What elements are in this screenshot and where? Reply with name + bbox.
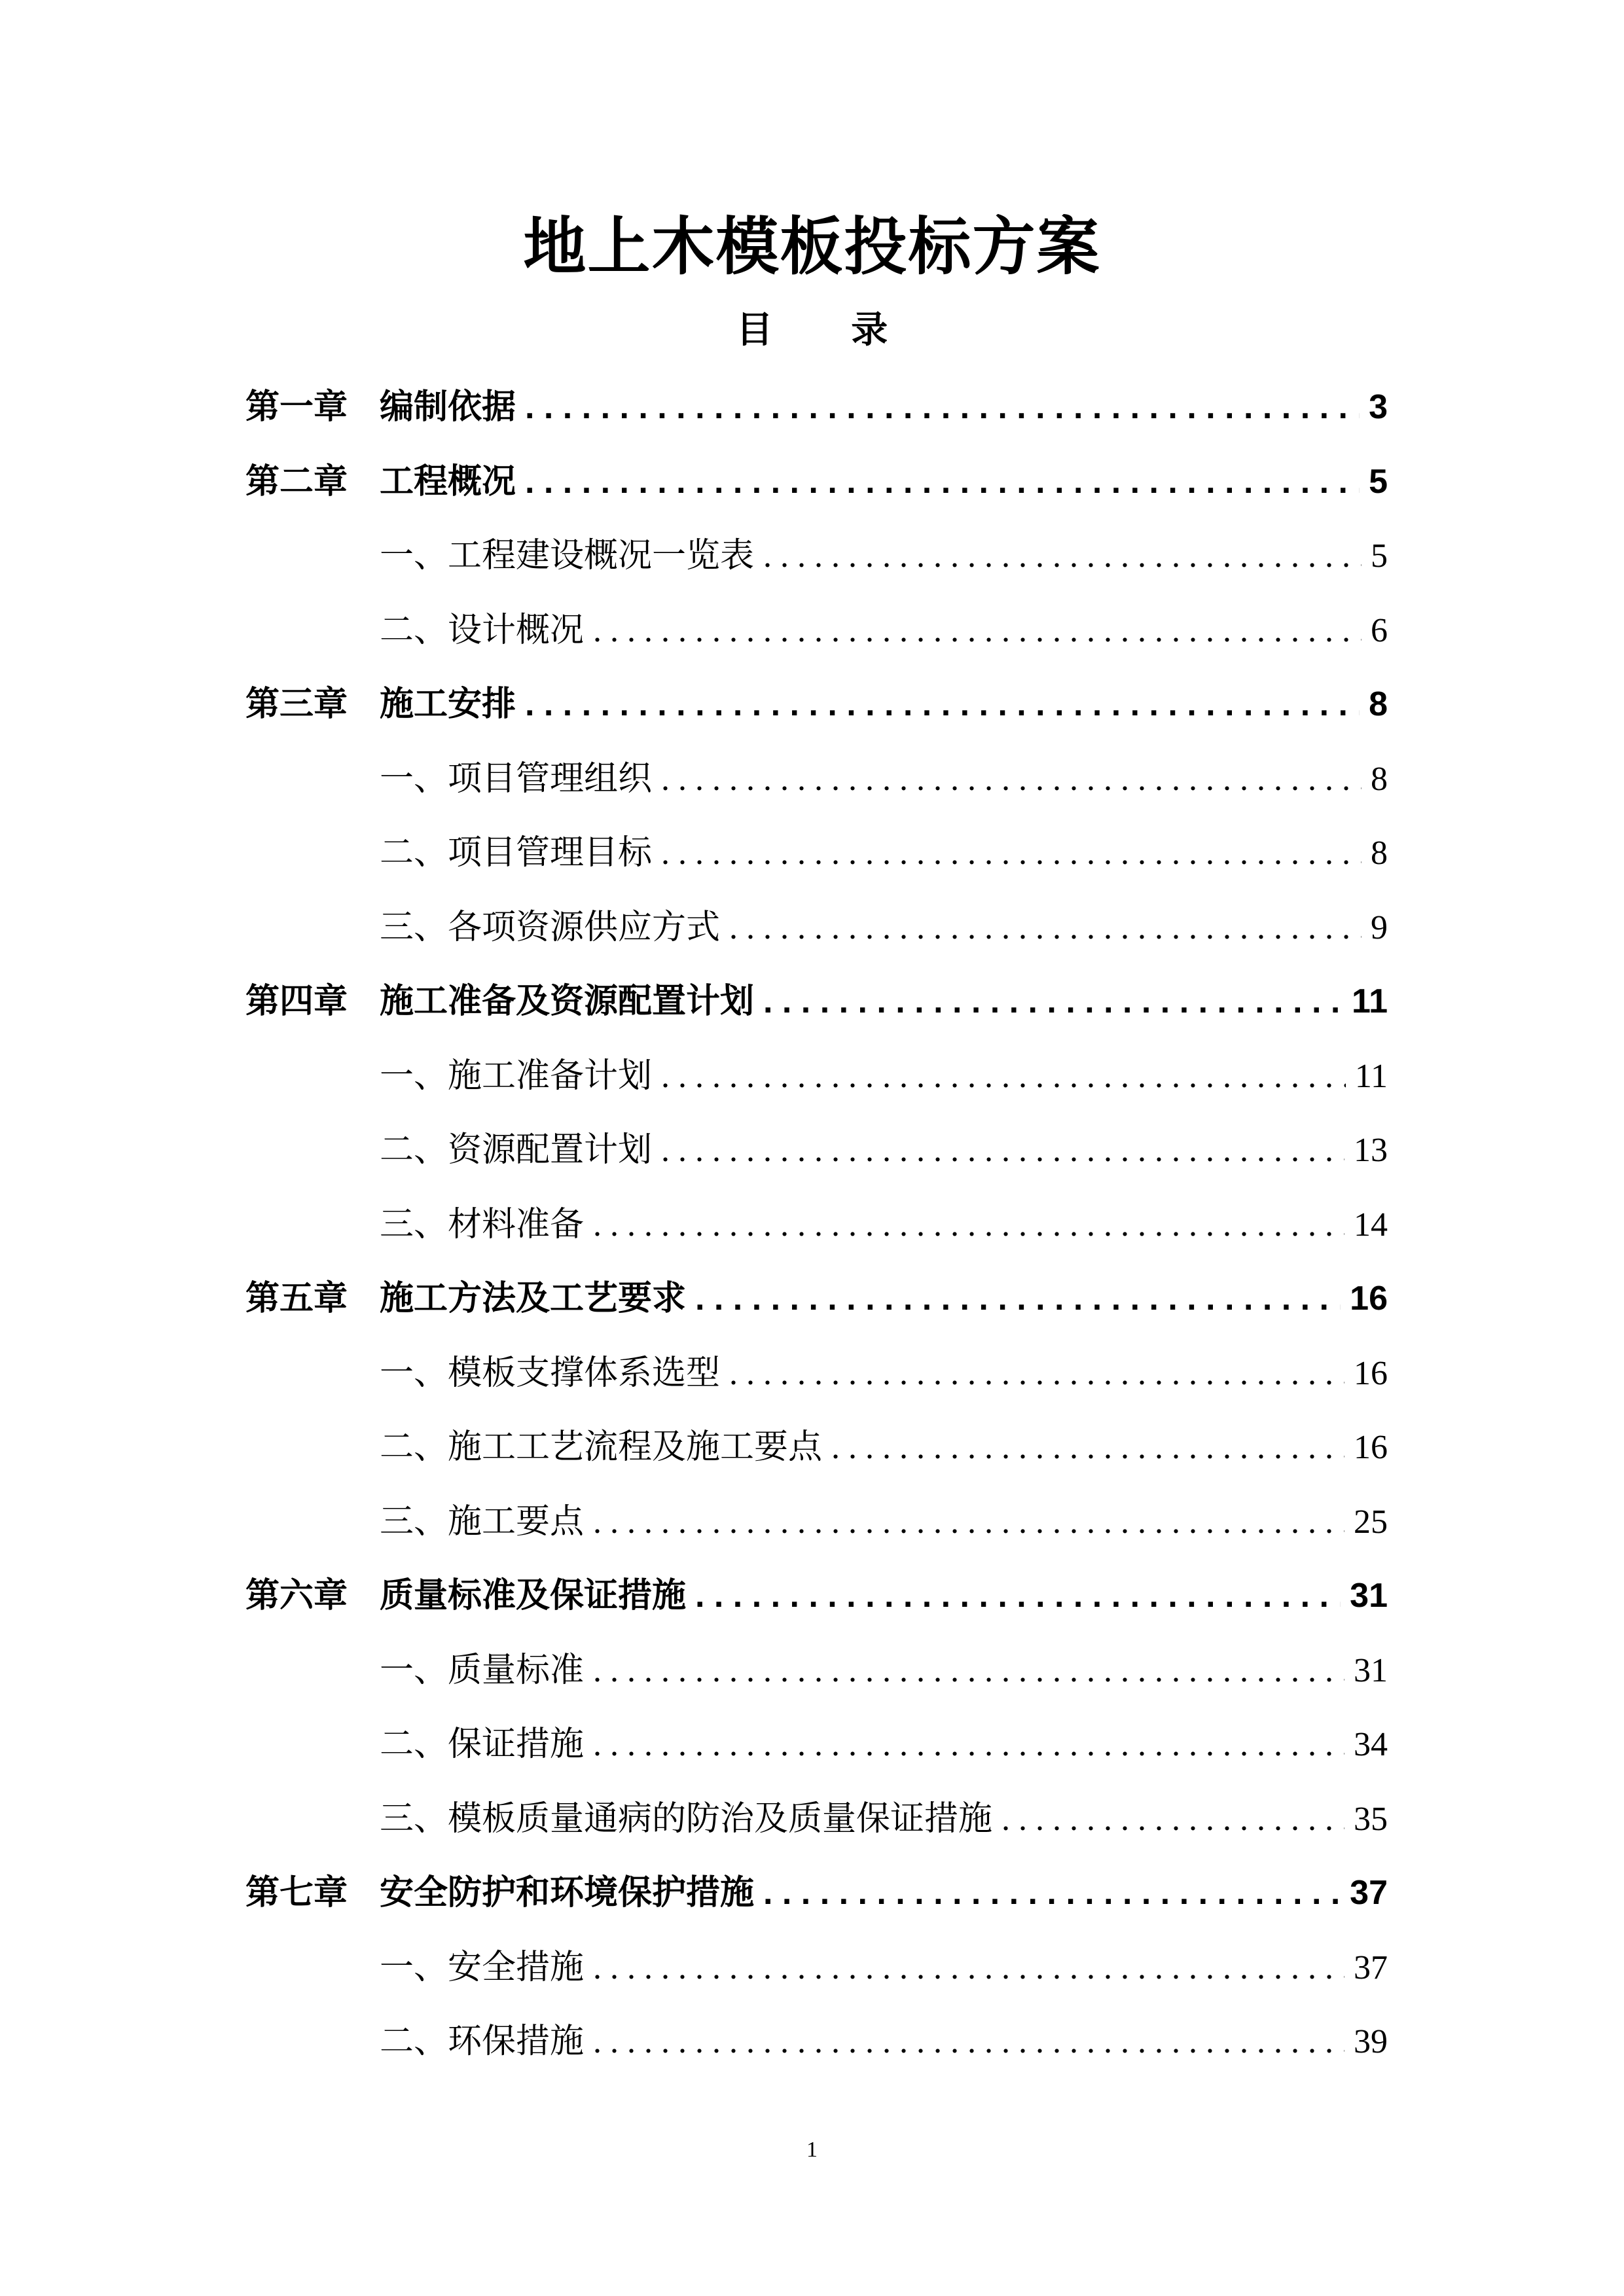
toc-chapter-number: 第二章 — [245, 461, 348, 501]
toc-entry-label: 施工方法及工艺要求 — [380, 1279, 687, 1318]
toc-entry-label: 一、项目管理组织 — [380, 759, 653, 798]
toc-entry-label: 三、施工要点 — [380, 1501, 585, 1541]
toc-dot-leader — [661, 1039, 1346, 1114]
toc-entry-label: 一、工程建设概况一览表 — [380, 536, 755, 575]
toc-page-number: 39 — [1354, 2023, 1388, 2060]
toc-section-entry — [245, 519, 1388, 594]
toc-chapter-number: 第七章 — [245, 1873, 348, 1912]
toc-section-entry — [245, 1634, 1388, 1708]
toc-dot-leader — [763, 519, 1362, 594]
toc-chapter-number: 第三章 — [245, 685, 348, 724]
toc-section-entry — [245, 1336, 1388, 1411]
toc-chapter-number: 第六章 — [245, 1576, 348, 1615]
toc-page-number: 6 — [1371, 611, 1388, 649]
toc-chapter-number: 第四章 — [245, 982, 348, 1021]
toc-entry-label: 二、保证措施 — [380, 1725, 585, 1764]
toc-page-number: 37 — [1354, 1948, 1388, 1986]
toc-section-entry — [245, 1188, 1388, 1263]
toc-chapter-entry — [245, 445, 1388, 520]
toc-dot-leader — [593, 1708, 1344, 1782]
toc-dot-leader — [593, 594, 1362, 668]
toc-dot-leader — [525, 668, 1360, 742]
toc-page-number: 11 — [1352, 982, 1388, 1020]
toc-section-entry — [245, 816, 1388, 891]
toc-page-number: 37 — [1350, 1874, 1388, 1912]
toc-entry-label: 质量标准及保证措施 — [380, 1576, 687, 1615]
page-number: 1 — [806, 2138, 818, 2162]
toc-dot-leader — [593, 1634, 1344, 1708]
toc-entry-label: 三、模板质量通病的防治及质量保证措施 — [380, 1799, 993, 1839]
toc-section-entry — [245, 742, 1388, 817]
toc-entry-label: 一、安全措施 — [380, 1947, 585, 1987]
toc-dot-leader — [695, 1262, 1341, 1336]
toc-page-number: 3 — [1369, 388, 1388, 426]
toc-entry-label: 施工准备及资源配置计划 — [380, 982, 755, 1021]
toc-entry-label: 二、项目管理目标 — [380, 833, 653, 872]
toc-page-number: 8 — [1369, 685, 1388, 723]
toc-page-number: 8 — [1371, 760, 1388, 798]
toc-dot-leader — [593, 1485, 1344, 1560]
toc-dot-leader — [525, 370, 1360, 445]
toc-page-number: 9 — [1371, 908, 1388, 946]
toc-dot-leader — [661, 742, 1362, 817]
toc-page-number: 16 — [1350, 1280, 1388, 1318]
toc-entry-label: 二、设计概况 — [380, 610, 585, 650]
toc-page-number: 16 — [1354, 1354, 1388, 1392]
toc-entry-label: 一、质量标准 — [380, 1650, 585, 1690]
toc-page-number: 14 — [1354, 1206, 1388, 1244]
toc-dot-leader — [831, 1410, 1344, 1485]
document-title: 地上木模板投标方案 — [523, 210, 1101, 283]
toc-page-number: 16 — [1354, 1429, 1388, 1466]
toc-heading: 目 录 — [736, 309, 921, 351]
toc-section-entry — [245, 2005, 1388, 2079]
toc-section-entry — [245, 1708, 1388, 1782]
toc-entry-label: 三、材料准备 — [380, 1204, 585, 1244]
toc-dot-leader — [763, 965, 1343, 1039]
toc-dot-leader — [729, 891, 1362, 965]
toc-chapter-entry — [245, 370, 1388, 445]
table-of-contents — [245, 370, 1388, 2079]
toc-chapter-entry — [245, 1559, 1388, 1634]
toc-entry-label: 二、环保措施 — [380, 2022, 585, 2061]
toc-entry-label: 一、施工准备计划 — [380, 1056, 653, 1096]
toc-page-number: 8 — [1371, 834, 1388, 872]
toc-dot-leader — [661, 1113, 1344, 1188]
toc-section-entry — [245, 1931, 1388, 2005]
toc-entry-label: 工程概况 — [380, 461, 516, 501]
toc-entry-label: 安全防护和环境保护措施 — [380, 1873, 755, 1912]
toc-entry-label: 编制依据 — [380, 387, 516, 427]
toc-page-number: 31 — [1350, 1577, 1388, 1615]
toc-entry-label: 二、施工工艺流程及施工要点 — [380, 1427, 823, 1467]
toc-section-entry — [245, 1039, 1388, 1114]
toc-chapter-number: 第一章 — [245, 387, 348, 427]
toc-chapter-entry — [245, 668, 1388, 742]
toc-dot-leader — [661, 816, 1362, 891]
toc-dot-leader — [729, 1336, 1344, 1411]
toc-dot-leader — [593, 1188, 1344, 1263]
toc-page-number: 25 — [1354, 1503, 1388, 1541]
toc-chapter-entry — [245, 965, 1388, 1039]
toc-section-entry — [245, 1410, 1388, 1485]
toc-entry-label: 三、各项资源供应方式 — [380, 907, 721, 947]
toc-dot-leader — [525, 445, 1360, 520]
toc-page-number: 13 — [1354, 1132, 1388, 1169]
toc-dot-leader — [593, 2005, 1344, 2079]
toc-dot-leader — [763, 1856, 1341, 1931]
toc-chapter-number: 第五章 — [245, 1279, 348, 1318]
toc-section-entry — [245, 594, 1388, 668]
toc-entry-label: 施工安排 — [380, 685, 516, 724]
toc-chapter-entry — [245, 1262, 1388, 1336]
toc-page-number: 11 — [1354, 1057, 1388, 1095]
toc-page-number: 31 — [1354, 1651, 1388, 1689]
toc-entry-label: 二、资源配置计划 — [380, 1130, 653, 1170]
toc-entry-label: 一、模板支撑体系选型 — [380, 1353, 721, 1393]
toc-page-number: 5 — [1369, 462, 1388, 501]
toc-page-number: 5 — [1371, 537, 1388, 575]
toc-chapter-entry — [245, 1856, 1388, 1931]
toc-dot-leader — [695, 1559, 1341, 1634]
toc-dot-leader — [593, 1931, 1344, 2005]
toc-section-entry — [245, 891, 1388, 965]
toc-section-entry — [245, 1113, 1388, 1188]
toc-dot-leader — [1001, 1782, 1344, 1857]
toc-section-entry — [245, 1782, 1388, 1857]
toc-section-entry — [245, 1485, 1388, 1560]
toc-page-number: 35 — [1354, 1800, 1388, 1838]
toc-page-number: 34 — [1354, 1726, 1388, 1763]
